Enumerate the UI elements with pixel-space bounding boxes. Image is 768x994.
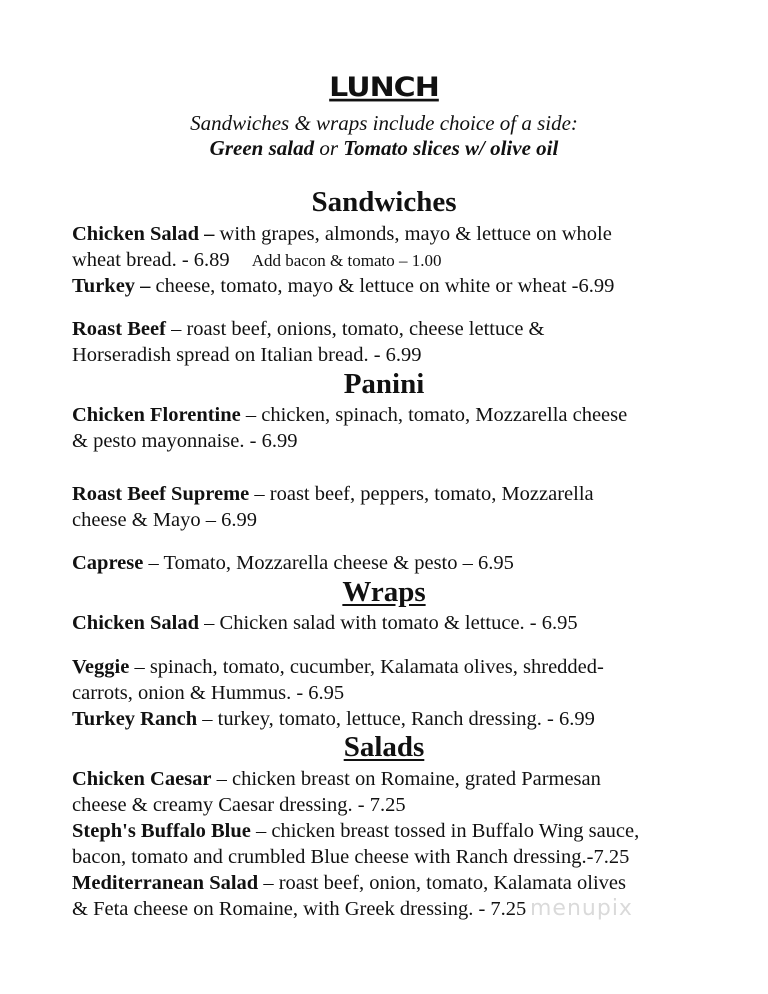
menu-item-caprese bbox=[72, 550, 712, 576]
item-name: Chicken Caesar bbox=[72, 768, 212, 790]
item-description: – turkey, tomato, lettuce, Ranch dressing. - 6.99 bbox=[197, 708, 595, 730]
menu-item-chicken-salad-sandwich bbox=[72, 221, 712, 274]
menu-item-chicken-caesar bbox=[72, 766, 712, 818]
item-description-cont: wheat bread. - 6.89 bbox=[72, 249, 230, 271]
item-addon: Add bacon & tomato – 1.00 bbox=[251, 251, 442, 270]
item-description: – spinach, tomato, cucumber, Kalamata olives, shredded- bbox=[129, 656, 604, 678]
item-name: Chicken Salad – bbox=[72, 223, 215, 245]
item-description: with grapes, almonds, mayo & lettuce on whole bbox=[214, 223, 612, 245]
item-description: – chicken breast tossed in Buffalo Wing sauce, bbox=[250, 820, 640, 842]
item-name: Steph's Buffalo Blue bbox=[72, 820, 251, 842]
menu-item-turkey-ranch-wrap bbox=[72, 706, 712, 732]
item-description-cont: & pesto mayonnaise. - 6.99 bbox=[72, 430, 298, 452]
item-name: Turkey Ranch bbox=[72, 708, 198, 730]
item-name: Mediterranean Salad bbox=[72, 872, 259, 894]
item-description: – chicken breast on Romaine, grated Parmesan bbox=[211, 768, 601, 790]
item-name: Veggie bbox=[72, 656, 130, 678]
item-name: Turkey – bbox=[72, 275, 151, 297]
menu-item-veggie-wrap bbox=[72, 654, 712, 706]
menu-item-stephs-buffalo-blue bbox=[72, 818, 712, 870]
item-name: Roast Beef bbox=[72, 318, 166, 340]
section-heading-wraps: Wraps bbox=[342, 576, 426, 608]
item-description: – Tomato, Mozzarella cheese & pesto – 6.95 bbox=[143, 552, 514, 574]
menu-item-roast-beef-supreme bbox=[72, 481, 712, 533]
section-heading-panini: Panini bbox=[343, 368, 425, 400]
side-option-tomato-slices: Tomato slices w/ olive oil bbox=[343, 136, 559, 160]
item-description-cont: Horseradish spread on Italian bread. - 6.99 bbox=[72, 344, 422, 366]
menu-item-turkey-sandwich bbox=[72, 273, 712, 299]
side-or: or bbox=[314, 136, 344, 160]
side-choice-options bbox=[0, 136, 768, 161]
watermark: menupix bbox=[530, 896, 633, 921]
menu-item-chicken-salad-wrap bbox=[72, 610, 712, 636]
item-description: – Chicken salad with tomato & lettuce. - 6.95 bbox=[199, 612, 578, 634]
item-name: Chicken Salad bbox=[72, 612, 200, 634]
section-heading-salads: Salads bbox=[343, 731, 425, 763]
item-description-cont: bacon, tomato and crumbled Blue cheese with Ranch dressing.-7.25 bbox=[72, 846, 630, 868]
side-choice-intro: Sandwiches & wraps include choice of a side: bbox=[190, 111, 578, 135]
item-description-cont: cheese & creamy Caesar dressing. - 7.25 bbox=[72, 794, 406, 816]
item-name: Roast Beef Supreme bbox=[72, 483, 250, 505]
item-description-cont: & Feta cheese on Romaine, with Greek dressing. - 7.25 bbox=[72, 898, 527, 920]
item-description: – roast beef, onions, tomato, cheese lettuce & bbox=[165, 318, 545, 340]
item-description-cont: cheese & Mayo – 6.99 bbox=[72, 509, 258, 531]
item-name: Chicken Florentine bbox=[72, 404, 241, 426]
menu-item-chicken-florentine bbox=[72, 402, 712, 454]
section-heading-sandwiches: Sandwiches bbox=[311, 186, 457, 218]
item-description: – chicken, spinach, tomato, Mozzarella cheese bbox=[240, 404, 628, 426]
item-description-cont: carrots, onion & Hummus. - 6.95 bbox=[72, 682, 345, 704]
item-description: cheese, tomato, mayo & lettuce on white or wheat -6.99 bbox=[150, 275, 615, 297]
menu-title: LUNCH bbox=[329, 71, 439, 104]
menu-item-roast-beef-sandwich bbox=[72, 316, 712, 368]
item-name: Caprese bbox=[72, 552, 144, 574]
side-option-green-salad: Green salad bbox=[209, 136, 315, 160]
item-description: – roast beef, peppers, tomato, Mozzarella bbox=[249, 483, 594, 505]
item-description: – roast beef, onion, tomato, Kalamata olives bbox=[258, 872, 626, 894]
